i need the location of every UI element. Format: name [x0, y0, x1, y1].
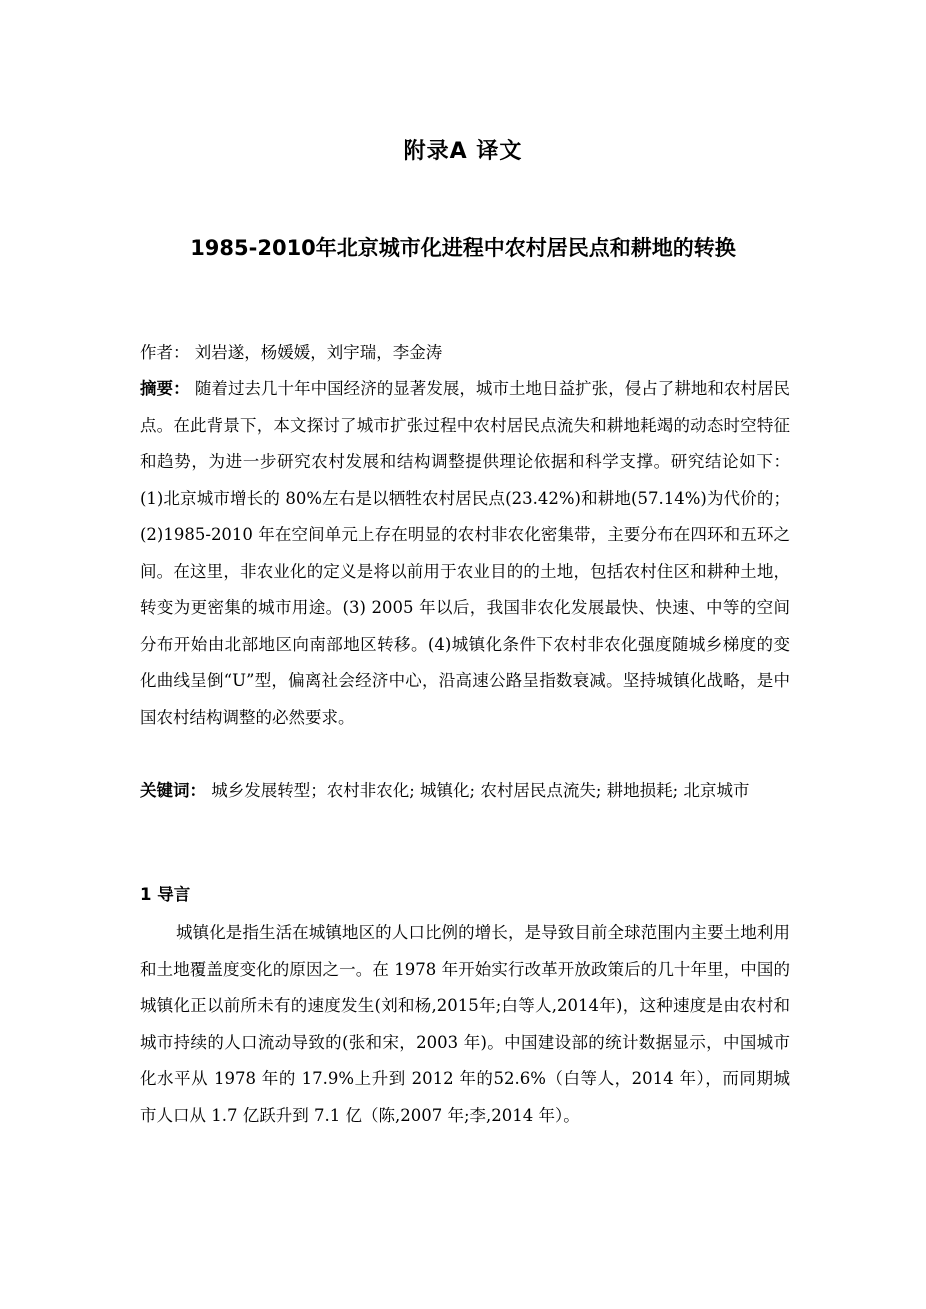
appendix-title: 附录A 译文 — [403, 139, 523, 164]
keywords-label: 关键词： — [140, 781, 206, 800]
section-heading: 1 导言 — [140, 885, 191, 904]
keywords-text: 城乡发展转型；农村非农化; 城镇化; 农村居民点流失; 耕地损耗; 北京城市 — [211, 781, 750, 800]
paper-title: 1985-2010年北京城市化进程中农村居民点和耕地的转换 — [190, 236, 736, 260]
abstract-paragraph — [140, 371, 790, 736]
keywords-paragraph — [140, 773, 790, 810]
intro-paragraph: 城镇化是指生活在城镇地区的人口比例的增长，是导致目前全球范围内主要土地利用和土地覆盖度变化的原因之一。在 1978 年开始实行改革开放政策后的几十年里，中国的城镇化正以前所未有的速度发生(刘和杨,2015年;白等人,2014年)，这种速度是由农村和城市持续的人口流动导致的(张和宋，2003 年)。中国建设部的统计数据显示，中国城市化水平从 1978 年的 17.9%上升到 2012 年的52.6%（白等人，2014 年），而同期城市人口从 1.7 亿跃升到 7.1 亿（陈,2007 年;李,2014 年）。 — [140, 923, 790, 1125]
authors-names: 刘岩遂，杨媛媛，刘宇瑞，李金涛 — [194, 343, 443, 362]
authors-label: 作者： — [140, 343, 190, 362]
abstract-text: 随着过去几十年中国经济的显著发展，城市土地日益扩张，侵占了耕地和农村居民点。在此背景下，本文探讨了城市扩张过程中农村居民点流失和耕地耗竭的动态时空特征和趋势，为进一步研究农村发展和结构调整提供理论依据和科学支撑。研究结论如下：(1)北京城市增长的 80%左右是以牺牲农村居民点(23.42%)和耕地(57.14%)为代价的；(2)1985-2010 年在空间单元上存在明显的农村非农化密集带，主要分布在四环和五环之间。在这里，非农业化的定义是将以前用于农业目的的土地，包括农村住区和耕种土地，转变为更密集的城市用途。(3) 2005 年以后，我国非农化发展最快、快速、中等的空间分布开始由北部地区向南部地区转移。(4)城镇化条件下农村非农化强度随城乡梯度的变化曲线呈倒“U”型，偏离社会经济中心，沿高速公路呈指数衰减。坚持城镇化战略，是中国农村结构调整的必然要求。 — [140, 379, 791, 727]
authors-line — [140, 335, 790, 372]
abstract-label: 摘要： — [140, 379, 190, 398]
